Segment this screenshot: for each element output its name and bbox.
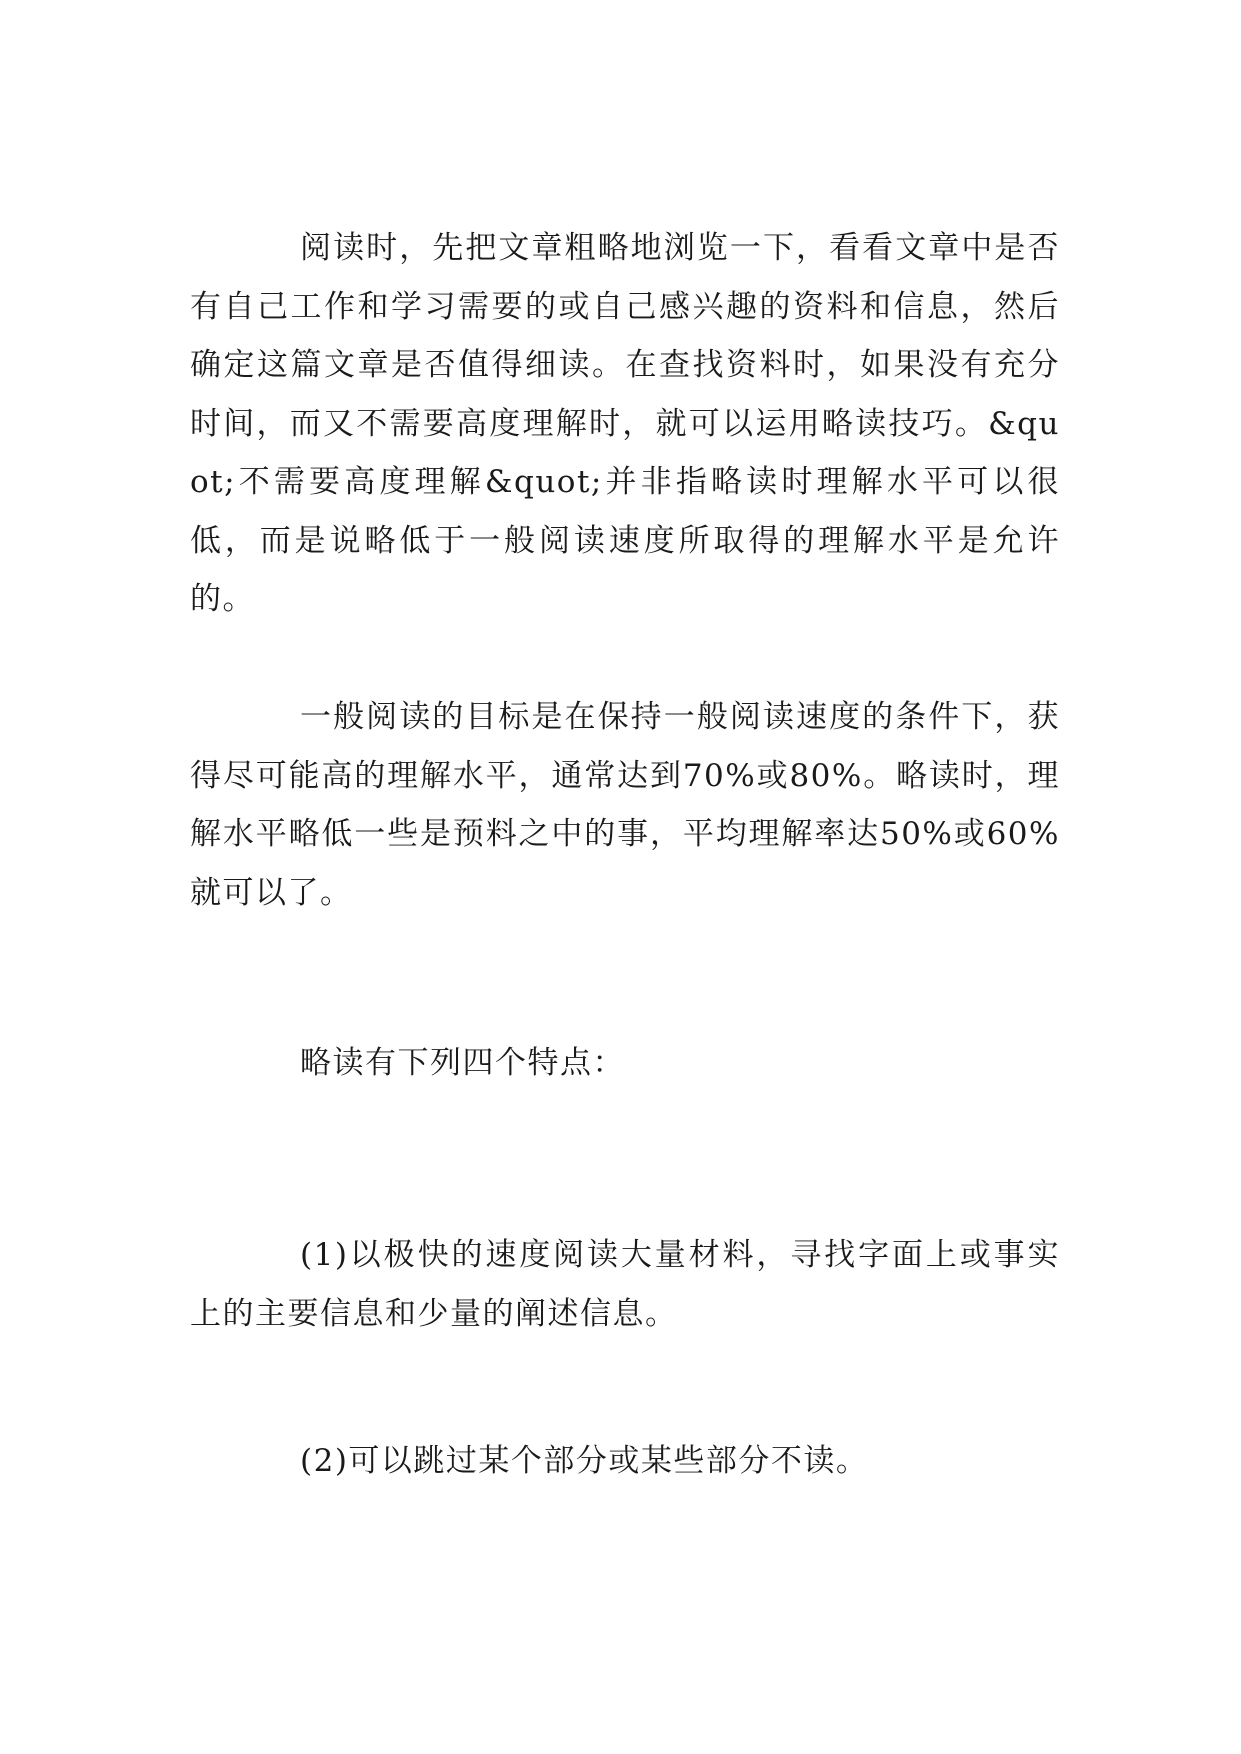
paragraph-comprehension-goal: 一般阅读的目标是在保持一般阅读速度的条件下，获得尽可能高的理解水平，通常达到70%或80%。略读时，理解水平略低一些是预料之中的事，平均理解率达50%或60%就可以了。 bbox=[190, 699, 1060, 911]
paragraph-skimming-intro: 阅读时，先把文章粗略地浏览一下，看看文章中是否有自己工作和学习需要的或自己感兴趣的资料和信息，然后确定这篇文章是否值得细读。在查找资料时，如果没有充分时间，而又不需要高度理解时，就可以运用略读技巧。&quot;不需要高度理解&quot;并非指略读时理解水平可以很低，而是说略低于一般阅读速度所取得的理解水平是允许的。 bbox=[190, 230, 1060, 617]
list-item-feature-2: (2)可以跳过某个部分或某些部分不读。 bbox=[300, 1443, 869, 1479]
list-item-feature-1: (1)以极快的速度阅读大量材料，寻找字面上或事实上的主要信息和少量的阐述信息。 bbox=[190, 1237, 1060, 1332]
paragraph-features-heading: 略读有下列四个特点： bbox=[300, 1045, 625, 1081]
